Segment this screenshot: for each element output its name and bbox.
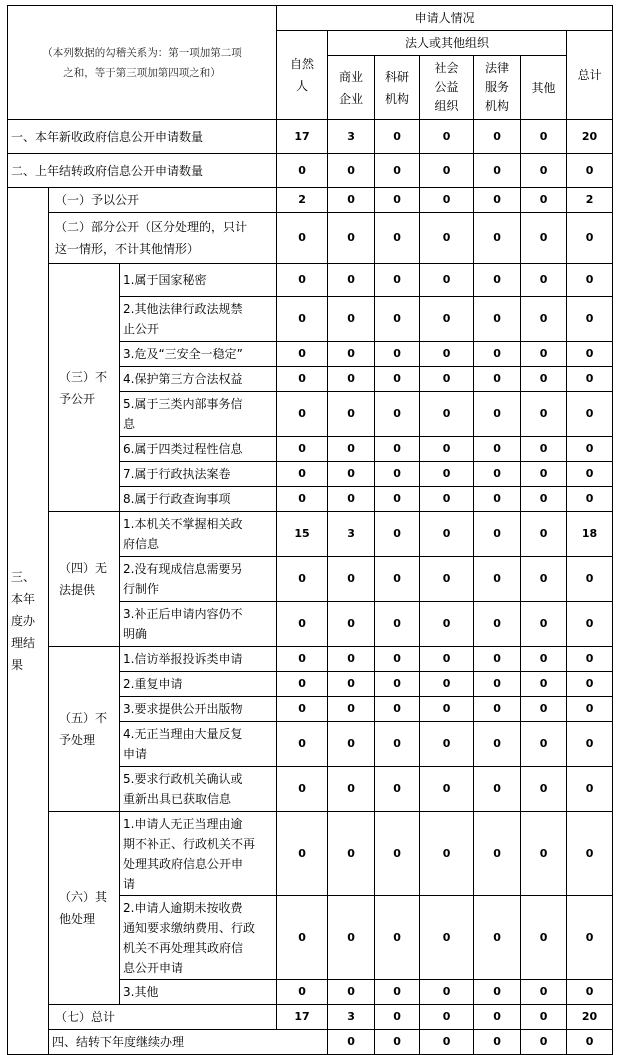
item-not-disclosed-5-label: 5.属于三类内部事务信 息	[120, 392, 277, 437]
item-not-processed-3-value-4: 0	[420, 697, 474, 722]
item-not-processed-3-value-3: 0	[375, 697, 420, 722]
item-not-processed-4-value-5: 0	[474, 722, 521, 767]
row-new-applications-value-2: 3	[328, 120, 375, 154]
item-not-disclosed-1-value-7: 0	[567, 264, 613, 297]
item-not-disclosed-4-value-3: 0	[375, 367, 420, 392]
item-other-processing-1-value-2: 0	[328, 812, 375, 896]
item-not-disclosed-5-value-5: 0	[474, 392, 521, 437]
header-note: （本列数据的勾稽关系为：第一项加第二项 之和，等于第三项加第四项之和）	[8, 6, 277, 120]
item-not-disclosed-7-value-1: 0	[277, 462, 328, 487]
item-not-processed-5-value-5: 0	[474, 767, 521, 812]
row-disclosed-value-3: 0	[375, 188, 420, 213]
item-not-processed-3-value-1: 0	[277, 697, 328, 722]
row-results-total-value-7: 20	[567, 1005, 613, 1030]
item-not-disclosed-7-value-3: 0	[375, 462, 420, 487]
item-not-disclosed-7-value-2: 0	[328, 462, 375, 487]
item-other-processing-1-value-3: 0	[375, 812, 420, 896]
row-results-total-value-4: 0	[420, 1005, 474, 1030]
item-not-processed-2-label: 2.重复申请	[120, 672, 277, 697]
item-not-processed-4-value-1: 0	[277, 722, 328, 767]
item-other-processing-3-value-7: 0	[567, 980, 613, 1005]
item-not-processed-3-value-7: 0	[567, 697, 613, 722]
item-not-disclosed-4-value-1: 0	[277, 367, 328, 392]
item-not-disclosed-3-label: 3.危及“三安全一稳定”	[120, 342, 277, 367]
item-not-processed-1-label: 1.信访举报投诉类申请	[120, 647, 277, 672]
row-carried-over-value-5: 0	[474, 154, 521, 188]
row-partial-disclosed-value-5: 0	[474, 213, 521, 264]
header-natural-person: 自然 人	[277, 31, 328, 120]
row-disclosed-value-7: 2	[567, 188, 613, 213]
item-not-processed-1-value-5: 0	[474, 647, 521, 672]
item-not-processed-2-value-7: 0	[567, 672, 613, 697]
item-not-processed-2-value-3: 0	[375, 672, 420, 697]
row-carried-over-label: 二、上年结转政府信息公开申请数量	[8, 154, 277, 188]
item-not-disclosed-7-label: 7.属于行政执法案卷	[120, 462, 277, 487]
item-not-disclosed-1-value-3: 0	[375, 264, 420, 297]
item-unable-provide-2-value-2: 0	[328, 557, 375, 602]
item-not-processed-4-label: 4.无正当理由大量反复 申请	[120, 722, 277, 767]
item-other-processing-2-label: 2.申请人逾期未按收费 通知要求缴纳费用、行政 机关不再处理其政府信 息公开申请	[120, 896, 277, 980]
row-carried-over-value-3: 0	[375, 154, 420, 188]
item-unable-provide-2-value-3: 0	[375, 557, 420, 602]
item-not-disclosed-1-value-2: 0	[328, 264, 375, 297]
item-unable-provide-2-value-5: 0	[474, 557, 521, 602]
group-unable-provide-label: （四）无 法提供	[49, 512, 120, 647]
row-disclosed-value-2: 0	[328, 188, 375, 213]
government-info-disclosure-table	[7, 5, 613, 1055]
group-other-processing-label: （六）其 他处理	[49, 812, 120, 1005]
item-not-disclosed-1-label: 1.属于国家秘密	[120, 264, 277, 297]
row-partial-disclosed-value-3: 0	[375, 213, 420, 264]
item-not-disclosed-8-value-6: 0	[521, 487, 567, 512]
row-disclosed-value-4: 0	[420, 188, 474, 213]
item-not-processed-2-value-2: 0	[328, 672, 375, 697]
item-not-disclosed-6-value-1: 0	[277, 437, 328, 462]
header-public-welfare: 社会 公益 组织	[420, 56, 474, 120]
item-other-processing-1-value-4: 0	[420, 812, 474, 896]
row-carry-forward-label: 四、结转下年度继续办理	[49, 1030, 328, 1055]
item-not-processed-1-value-3: 0	[375, 647, 420, 672]
item-unable-provide-3-value-5: 0	[474, 602, 521, 647]
row-carried-over-value-7: 0	[567, 154, 613, 188]
item-unable-provide-1-value-7: 18	[567, 512, 613, 557]
item-other-processing-1-label: 1.申请人无正当理由逾 期不补正、行政机关不再 处理其政府信息公开申 请	[120, 812, 277, 896]
item-not-disclosed-4-label: 4.保护第三方合法权益	[120, 367, 277, 392]
header-business: 商业 企业	[328, 56, 375, 120]
item-not-disclosed-1-value-5: 0	[474, 264, 521, 297]
item-not-processed-5-value-7: 0	[567, 767, 613, 812]
row-results-total-value-5: 0	[474, 1005, 521, 1030]
item-unable-provide-2-label: 2.没有现成信息需要另 行制作	[120, 557, 277, 602]
header-legal-service: 法律 服务 机构	[474, 56, 521, 120]
item-not-disclosed-5-value-6: 0	[521, 392, 567, 437]
item-not-disclosed-5-value-3: 0	[375, 392, 420, 437]
item-not-processed-5-value-1: 0	[277, 767, 328, 812]
item-not-disclosed-7-value-6: 0	[521, 462, 567, 487]
row-partial-disclosed-value-7: 0	[567, 213, 613, 264]
header-total: 总计	[567, 31, 613, 120]
item-not-disclosed-1-value-1: 0	[277, 264, 328, 297]
item-not-processed-5-label: 5.要求行政机关确认或 重新出具已获取信息	[120, 767, 277, 812]
item-not-processed-4-value-7: 0	[567, 722, 613, 767]
item-unable-provide-1-value-4: 0	[420, 512, 474, 557]
item-other-processing-3-value-4: 0	[420, 980, 474, 1005]
row-carry-forward-value-2: 0	[375, 1030, 420, 1055]
item-unable-provide-3-value-7: 0	[567, 602, 613, 647]
item-unable-provide-1-value-5: 0	[474, 512, 521, 557]
row-results-total-value-3: 0	[375, 1005, 420, 1030]
item-not-disclosed-6-value-6: 0	[521, 437, 567, 462]
item-not-disclosed-4-value-7: 0	[567, 367, 613, 392]
row-new-applications-value-1: 17	[277, 120, 328, 154]
item-not-disclosed-2-value-2: 0	[328, 297, 375, 342]
item-unable-provide-3-label: 3.补正后申请内容仍不 明确	[120, 602, 277, 647]
item-not-disclosed-6-value-4: 0	[420, 437, 474, 462]
item-not-disclosed-2-value-5: 0	[474, 297, 521, 342]
row-results-total-value-6: 0	[521, 1005, 567, 1030]
group-not-processed-label: （五）不 予处理	[49, 647, 120, 812]
item-not-disclosed-2-value-3: 0	[375, 297, 420, 342]
document-page	[7, 5, 613, 1055]
item-not-disclosed-4-value-2: 0	[328, 367, 375, 392]
item-not-processed-5-value-6: 0	[521, 767, 567, 812]
item-other-processing-2-value-2: 0	[328, 896, 375, 980]
item-other-processing-2-value-5: 0	[474, 896, 521, 980]
item-other-processing-3-value-5: 0	[474, 980, 521, 1005]
row-new-applications-value-6: 0	[521, 120, 567, 154]
item-other-processing-2-value-3: 0	[375, 896, 420, 980]
item-other-processing-3-value-6: 0	[521, 980, 567, 1005]
item-not-disclosed-2-value-7: 0	[567, 297, 613, 342]
item-not-processed-2-value-4: 0	[420, 672, 474, 697]
row-carry-forward-value-3: 0	[420, 1030, 474, 1055]
item-unable-provide-1-value-2: 3	[328, 512, 375, 557]
item-other-processing-1-value-7: 0	[567, 812, 613, 896]
row-results-total-label: （七）总计	[49, 1005, 277, 1030]
section-results-label: 三、 本年 度办 理结 果	[8, 188, 49, 1055]
item-not-disclosed-2-value-4: 0	[420, 297, 474, 342]
row-results-total-value-1: 17	[277, 1005, 328, 1030]
item-not-processed-3-label: 3.要求提供公开出版物	[120, 697, 277, 722]
item-not-processed-1-value-2: 0	[328, 647, 375, 672]
row-carry-forward-value-6: 0	[567, 1030, 613, 1055]
header-research: 科研 机构	[375, 56, 420, 120]
header-applicant: 申请人情况	[277, 6, 613, 31]
item-other-processing-2-value-7: 0	[567, 896, 613, 980]
item-not-processed-1-value-4: 0	[420, 647, 474, 672]
item-not-disclosed-5-value-1: 0	[277, 392, 328, 437]
item-not-disclosed-4-value-5: 0	[474, 367, 521, 392]
item-not-disclosed-6-value-7: 0	[567, 437, 613, 462]
item-unable-provide-1-value-3: 0	[375, 512, 420, 557]
item-other-processing-2-value-6: 0	[521, 896, 567, 980]
item-not-disclosed-1-value-4: 0	[420, 264, 474, 297]
item-not-disclosed-5-value-4: 0	[420, 392, 474, 437]
row-new-applications-value-3: 0	[375, 120, 420, 154]
item-not-disclosed-5-value-7: 0	[567, 392, 613, 437]
item-not-processed-4-value-4: 0	[420, 722, 474, 767]
item-not-disclosed-8-label: 8.属于行政查询事项	[120, 487, 277, 512]
row-disclosed-label: （一）予以公开	[49, 188, 277, 213]
item-unable-provide-3-value-2: 0	[328, 602, 375, 647]
item-not-processed-4-value-3: 0	[375, 722, 420, 767]
item-other-processing-2-value-4: 0	[420, 896, 474, 980]
item-not-processed-1-value-6: 0	[521, 647, 567, 672]
item-not-disclosed-4-value-4: 0	[420, 367, 474, 392]
item-not-disclosed-8-value-1: 0	[277, 487, 328, 512]
row-disclosed-value-5: 0	[474, 188, 521, 213]
row-carry-forward-value-5: 0	[521, 1030, 567, 1055]
item-not-disclosed-3-value-5: 0	[474, 342, 521, 367]
item-unable-provide-2-value-7: 0	[567, 557, 613, 602]
row-new-applications-value-7: 20	[567, 120, 613, 154]
item-not-disclosed-3-value-3: 0	[375, 342, 420, 367]
item-not-disclosed-6-value-3: 0	[375, 437, 420, 462]
item-unable-provide-2-value-4: 0	[420, 557, 474, 602]
item-not-disclosed-2-label: 2.其他法律行政法规禁 止公开	[120, 297, 277, 342]
item-not-disclosed-3-value-2: 0	[328, 342, 375, 367]
item-other-processing-1-value-6: 0	[521, 812, 567, 896]
item-not-disclosed-3-value-7: 0	[567, 342, 613, 367]
item-not-disclosed-6-label: 6.属于四类过程性信息	[120, 437, 277, 462]
row-partial-disclosed-value-1: 0	[277, 213, 328, 264]
row-partial-disclosed-value-6: 0	[521, 213, 567, 264]
item-not-processed-1-value-7: 0	[567, 647, 613, 672]
item-not-disclosed-8-value-2: 0	[328, 487, 375, 512]
row-carry-forward-value-4: 0	[474, 1030, 521, 1055]
item-not-processed-4-value-2: 0	[328, 722, 375, 767]
item-not-disclosed-6-value-2: 0	[328, 437, 375, 462]
item-not-disclosed-3-value-4: 0	[420, 342, 474, 367]
group-not-disclosed-label: （三）不 予公开	[49, 264, 120, 512]
item-not-disclosed-2-value-6: 0	[521, 297, 567, 342]
item-not-disclosed-6-value-5: 0	[474, 437, 521, 462]
item-not-disclosed-8-value-3: 0	[375, 487, 420, 512]
item-other-processing-1-value-5: 0	[474, 812, 521, 896]
row-disclosed-value-1: 2	[277, 188, 328, 213]
item-other-processing-3-value-3: 0	[375, 980, 420, 1005]
item-unable-provide-3-value-4: 0	[420, 602, 474, 647]
item-not-processed-2-value-6: 0	[521, 672, 567, 697]
item-not-disclosed-1-value-6: 0	[521, 264, 567, 297]
item-not-processed-1-value-1: 0	[277, 647, 328, 672]
item-not-disclosed-2-value-1: 0	[277, 297, 328, 342]
item-other-processing-1-value-1: 0	[277, 812, 328, 896]
item-other-processing-3-value-1: 0	[277, 980, 328, 1005]
item-not-disclosed-3-value-1: 0	[277, 342, 328, 367]
item-other-processing-3-value-2: 0	[328, 980, 375, 1005]
row-partial-disclosed-value-2: 0	[328, 213, 375, 264]
item-unable-provide-1-value-6: 0	[521, 512, 567, 557]
item-unable-provide-3-value-1: 0	[277, 602, 328, 647]
row-new-applications-value-5: 0	[474, 120, 521, 154]
item-unable-provide-1-label: 1.本机关不掌握相关政 府信息	[120, 512, 277, 557]
item-unable-provide-2-value-6: 0	[521, 557, 567, 602]
item-other-processing-3-label: 3.其他	[120, 980, 277, 1005]
item-other-processing-2-value-1: 0	[277, 896, 328, 980]
item-not-processed-5-value-2: 0	[328, 767, 375, 812]
row-new-applications-value-4: 0	[420, 120, 474, 154]
item-not-processed-2-value-5: 0	[474, 672, 521, 697]
item-not-disclosed-3-value-6: 0	[521, 342, 567, 367]
item-not-processed-4-value-6: 0	[521, 722, 567, 767]
row-partial-disclosed-value-4: 0	[420, 213, 474, 264]
item-not-disclosed-7-value-4: 0	[420, 462, 474, 487]
item-unable-provide-1-value-1: 15	[277, 512, 328, 557]
item-not-disclosed-7-value-7: 0	[567, 462, 613, 487]
item-not-processed-5-value-4: 0	[420, 767, 474, 812]
row-carry-forward-value-1: 0	[328, 1030, 375, 1055]
item-not-processed-3-value-2: 0	[328, 697, 375, 722]
row-results-total-value-2: 3	[328, 1005, 375, 1030]
item-not-processed-5-value-3: 0	[375, 767, 420, 812]
row-new-applications-label: 一、本年新收政府信息公开申请数量	[8, 120, 277, 154]
item-unable-provide-3-value-6: 0	[521, 602, 567, 647]
item-not-disclosed-7-value-5: 0	[474, 462, 521, 487]
item-not-processed-2-value-1: 0	[277, 672, 328, 697]
item-not-disclosed-8-value-5: 0	[474, 487, 521, 512]
item-not-disclosed-5-value-2: 0	[328, 392, 375, 437]
row-carried-over-value-4: 0	[420, 154, 474, 188]
item-unable-provide-2-value-1: 0	[277, 557, 328, 602]
header-legal-group: 法人或其他组织	[328, 31, 567, 56]
item-unable-provide-3-value-3: 0	[375, 602, 420, 647]
item-not-processed-3-value-5: 0	[474, 697, 521, 722]
item-not-processed-3-value-6: 0	[521, 697, 567, 722]
row-disclosed-value-6: 0	[521, 188, 567, 213]
row-carried-over-value-1: 0	[277, 154, 328, 188]
item-not-disclosed-4-value-6: 0	[521, 367, 567, 392]
row-carried-over-value-6: 0	[521, 154, 567, 188]
header-other: 其他	[521, 56, 567, 120]
row-partial-disclosed-label: （二）部分公开（区分处理的，只计 这一情形，不计其他情形）	[49, 213, 277, 264]
row-carried-over-value-2: 0	[328, 154, 375, 188]
item-not-disclosed-8-value-4: 0	[420, 487, 474, 512]
item-not-disclosed-8-value-7: 0	[567, 487, 613, 512]
